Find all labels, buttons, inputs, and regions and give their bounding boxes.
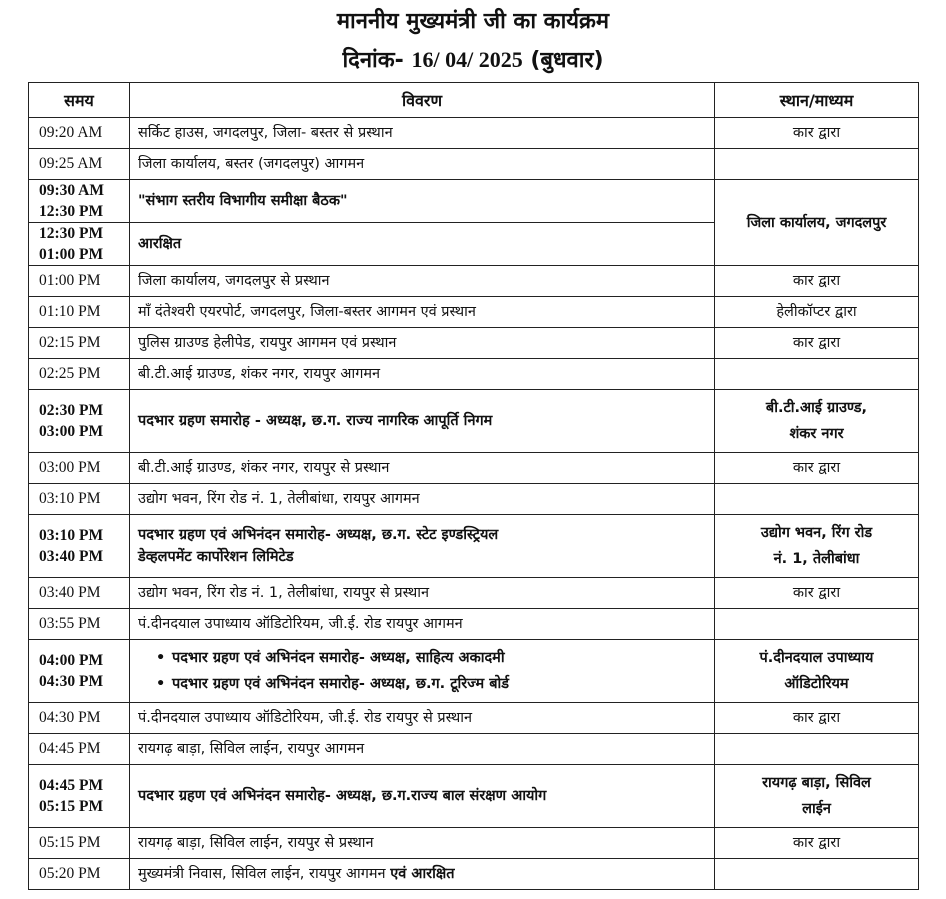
row-time: 03:10 PM xyxy=(29,484,130,515)
table-row xyxy=(29,149,919,180)
row-description: रायगढ़ बाड़ा, सिविल लाईन, रायपुर से प्रस्थान xyxy=(130,828,715,859)
day-label: (बुधवार) xyxy=(530,48,604,73)
place-line: नं. 1, तेलीबांधा xyxy=(773,551,860,567)
row-description: जिला कार्यालय, जगदलपुर से प्रस्थान xyxy=(130,266,715,297)
row-description: सर्किट हाउस, जगदलपुर, जिला- बस्तर से प्रस्थान xyxy=(130,118,715,149)
place-line: रायगढ़ बाड़ा, सिविल xyxy=(762,775,871,791)
time-start: 04:45 PM xyxy=(39,777,104,794)
row-place xyxy=(715,359,919,390)
time-start: 04:00 PM xyxy=(39,652,104,669)
row-place xyxy=(715,734,919,765)
place-line: ऑडिटोरियम xyxy=(784,676,849,692)
table-row xyxy=(29,390,919,453)
row-time: 03:55 PM xyxy=(29,609,130,640)
header-time: समय xyxy=(29,83,130,118)
place-line: बी.टी.आई ग्राउण्ड, xyxy=(765,400,868,416)
table-row xyxy=(29,734,919,765)
event-list xyxy=(138,645,710,697)
table-row xyxy=(29,640,919,703)
row-description: आरक्षित xyxy=(130,223,715,266)
header-details: विवरण xyxy=(130,83,715,118)
row-time xyxy=(29,640,130,703)
row-time: 04:45 PM xyxy=(29,734,130,765)
header-place: स्थान/माध्यम xyxy=(715,83,919,118)
time-start: 03:10 PM xyxy=(39,527,104,544)
row-place: कार द्वारा xyxy=(715,118,919,149)
place-line: उद्योग भवन, रिंग रोड xyxy=(760,525,873,541)
table-row xyxy=(29,484,919,515)
list-item: • पदभार ग्रहण एवं अभिनंदन समारोह- अध्यक्ष, छ.ग. टूरिज्म बोर्ड xyxy=(156,671,710,697)
row-description: जिला कार्यालय, बस्तर (जगदलपुर) आगमन xyxy=(130,149,715,180)
time-start: 09:30 AM xyxy=(39,182,105,199)
row-description: "संभाग स्तरीय विभागीय समीक्षा बैठक" xyxy=(130,180,715,223)
row-time: 02:15 PM xyxy=(29,328,130,359)
time-end: 03:40 PM xyxy=(39,548,104,565)
row-time: 09:25 AM xyxy=(29,149,130,180)
time-end: 05:15 PM xyxy=(39,798,104,815)
time-end: 04:30 PM xyxy=(39,673,104,690)
table-row xyxy=(29,859,919,890)
row-time: 03:40 PM xyxy=(29,578,130,609)
row-place xyxy=(715,640,919,703)
row-time: 02:25 PM xyxy=(29,359,130,390)
row-description: रायगढ़ बाड़ा, सिविल लाईन, रायपुर आगमन xyxy=(130,734,715,765)
row-place: जिला कार्यालय, जगदलपुर xyxy=(715,180,919,266)
table-row xyxy=(29,515,919,578)
row-description: पदभार ग्रहण समारोह - अध्यक्ष, छ.ग. राज्य नागरिक आपूर्ति निगम xyxy=(130,390,715,453)
table-row xyxy=(29,328,919,359)
row-time: 01:00 PM xyxy=(29,266,130,297)
row-time: 03:00 PM xyxy=(29,453,130,484)
row-time: 04:30 PM xyxy=(29,703,130,734)
table-row xyxy=(29,359,919,390)
place-line: लाईन xyxy=(802,801,831,817)
row-time xyxy=(29,180,130,223)
row-place: कार द्वारा xyxy=(715,266,919,297)
time-end: 03:00 PM xyxy=(39,423,104,440)
row-description: माँ दंतेश्वरी एयरपोर्ट, जगदलपुर, जिला-बस्तर आगमन एवं प्रस्थान xyxy=(130,297,715,328)
row-place xyxy=(715,390,919,453)
table-row xyxy=(29,578,919,609)
row-place xyxy=(715,515,919,578)
table-row xyxy=(29,266,919,297)
desc-normal: मुख्यमंत्री निवास, सिविल लाईन, रायपुर आगमन xyxy=(138,866,386,882)
row-time: 05:20 PM xyxy=(29,859,130,890)
row-time: 05:15 PM xyxy=(29,828,130,859)
row-place: हेलीकॉप्टर द्वारा xyxy=(715,297,919,328)
table-row xyxy=(29,297,919,328)
row-place xyxy=(715,859,919,890)
date-line xyxy=(0,46,946,75)
row-place: कार द्वारा xyxy=(715,453,919,484)
desc-line: पदभार ग्रहण एवं अभिनंदन समारोह- अध्यक्ष, छ.ग. स्टेट इण्डस्ट्रियल xyxy=(138,527,499,543)
row-place: कार द्वारा xyxy=(715,828,919,859)
date-value: 16/ 04/ 2025 xyxy=(411,47,523,72)
date-label: दिनांक- xyxy=(342,48,404,73)
row-description: उद्योग भवन, रिंग रोड नं. 1, तेलीबांधा, रायपुर आगमन xyxy=(130,484,715,515)
row-description xyxy=(130,859,715,890)
row-time: 01:10 PM xyxy=(29,297,130,328)
table-row xyxy=(29,703,919,734)
place-line: शंकर नगर xyxy=(789,426,844,442)
row-description: पुलिस ग्राउण्ड हेलीपेड, रायपुर आगमन एवं प्रस्थान xyxy=(130,328,715,359)
row-description xyxy=(130,515,715,578)
place-line: पं.दीनदयाल उपाध्याय xyxy=(759,650,874,666)
row-description: पदभार ग्रहण एवं अभिनंदन समारोह- अध्यक्ष, छ.ग.राज्य बाल संरक्षण आयोग xyxy=(130,765,715,828)
table-row xyxy=(29,765,919,828)
row-place xyxy=(715,484,919,515)
row-description: पं.दीनदयाल उपाध्याय ऑडिटोरियम, जी.ई. रोड रायपुर आगमन xyxy=(130,609,715,640)
time-start: 02:30 PM xyxy=(39,402,104,419)
table-row xyxy=(29,118,919,149)
time-start: 12:30 PM xyxy=(39,225,104,242)
table-row xyxy=(29,828,919,859)
row-time xyxy=(29,515,130,578)
row-place: कार द्वारा xyxy=(715,328,919,359)
row-description: बी.टी.आई ग्राउण्ड, शंकर नगर, रायपुर से प्रस्थान xyxy=(130,453,715,484)
list-item: • पदभार ग्रहण एवं अभिनंदन समारोह- अध्यक्ष, साहित्य अकादमी xyxy=(156,645,710,671)
row-time xyxy=(29,223,130,266)
row-time xyxy=(29,390,130,453)
row-place xyxy=(715,609,919,640)
row-time xyxy=(29,765,130,828)
row-description: बी.टी.आई ग्राउण्ड, शंकर नगर, रायपुर आगमन xyxy=(130,359,715,390)
table-header-row xyxy=(29,83,919,118)
time-end: 01:00 PM xyxy=(39,246,104,263)
schedule-table xyxy=(28,82,919,890)
row-time: 09:20 AM xyxy=(29,118,130,149)
row-description: पं.दीनदयाल उपाध्याय ऑडिटोरियम, जी.ई. रोड रायपुर से प्रस्थान xyxy=(130,703,715,734)
desc-bold: एवं आरक्षित xyxy=(390,866,455,882)
row-place xyxy=(715,765,919,828)
row-place: कार द्वारा xyxy=(715,703,919,734)
desc-line: डेव्हलपमेंट कार्पोरेशन लिमिटेड xyxy=(138,549,294,565)
table-row xyxy=(29,609,919,640)
row-place: कार द्वारा xyxy=(715,578,919,609)
row-description xyxy=(130,640,715,703)
table-row xyxy=(29,180,919,223)
row-place xyxy=(715,149,919,180)
row-description: उद्योग भवन, रिंग रोड नं. 1, तेलीबांधा, रायपुर से प्रस्थान xyxy=(130,578,715,609)
table-row xyxy=(29,453,919,484)
time-end: 12:30 PM xyxy=(39,203,104,220)
page-title: माननीय मुख्यमंत्री जी का कार्यक्रम xyxy=(336,9,610,34)
